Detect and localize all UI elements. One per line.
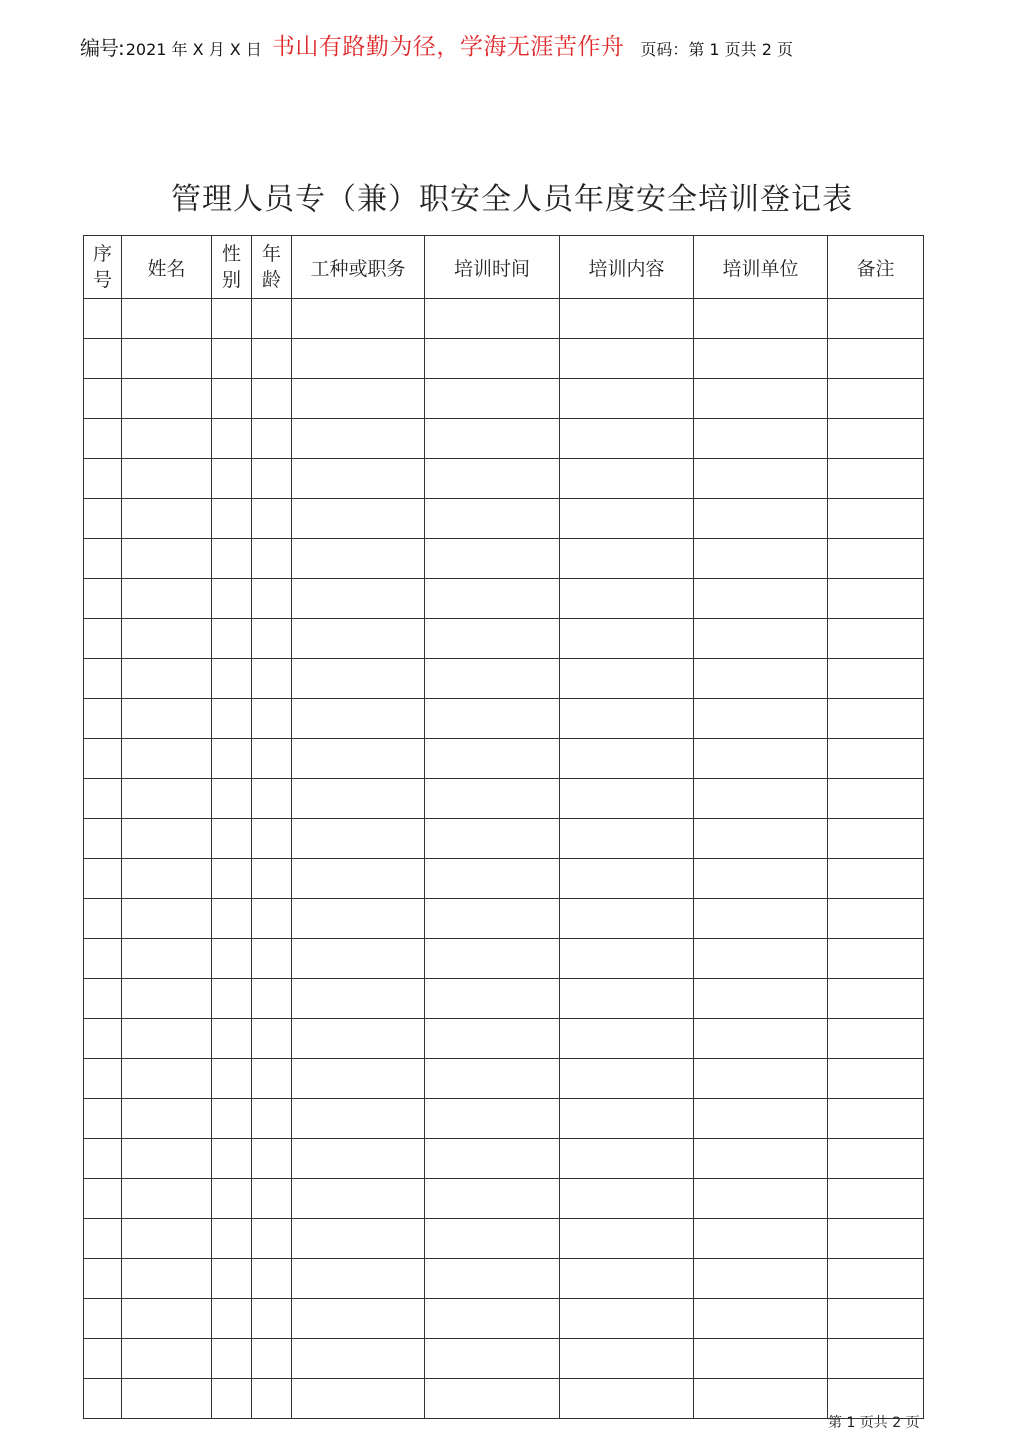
table-cell [425,739,560,779]
table-cell [84,539,122,579]
table-row [84,1099,924,1139]
table-cell [292,1219,425,1259]
table-cell [828,1019,924,1059]
table-cell [828,1099,924,1139]
table-row [84,1259,924,1299]
table-cell [828,859,924,899]
table-cell [694,619,828,659]
table-cell [212,819,252,859]
table-cell [122,1259,212,1299]
table-cell [84,1219,122,1259]
table-cell [292,1179,425,1219]
col-header-age: 年 龄 [252,236,292,299]
table-cell [122,1299,212,1339]
table-cell [292,739,425,779]
table-cell [694,1339,828,1379]
header-page-info: 页码：第 1 页共 2 页 [640,40,794,59]
table-cell [122,1219,212,1259]
table-cell [560,739,694,779]
table-cell [84,339,122,379]
table-cell [122,1139,212,1179]
header-date: 2021 年 X 月 X 日 [125,40,262,59]
table-cell [212,1179,252,1219]
col-header-job: 工种或职务 [292,236,425,299]
table-cell [560,619,694,659]
table-cell [212,859,252,899]
table-row [84,659,924,699]
table-cell [252,1379,292,1419]
table-cell [828,499,924,539]
table-cell [212,779,252,819]
table-cell [425,379,560,419]
table-cell [84,499,122,539]
table-cell [122,499,212,539]
table-cell [122,979,212,1019]
table-cell [560,1339,694,1379]
table-cell [252,1019,292,1059]
table-cell [560,779,694,819]
table-cell [212,419,252,459]
table-cell [252,1259,292,1299]
table-cell [212,299,252,339]
table-cell [252,339,292,379]
table-cell [292,619,425,659]
table-cell [122,619,212,659]
table-cell [252,979,292,1019]
table-cell [122,1019,212,1059]
table-cell [425,1179,560,1219]
table-cell [84,979,122,1019]
table-cell [212,459,252,499]
table-cell [694,979,828,1019]
table-cell [84,1059,122,1099]
table-cell [425,659,560,699]
table-cell [560,539,694,579]
table-cell [694,1019,828,1059]
table-cell [292,1299,425,1339]
table-cell [828,1339,924,1379]
table-cell [84,899,122,939]
table-cell [122,379,212,419]
table-row [84,939,924,979]
table-cell [212,1379,252,1419]
table-row [84,299,924,339]
footer-page-info: 第 1 页共 2 页 [828,1415,920,1431]
serial-number-label: 编号: [80,36,124,60]
col-header-training-content: 培训内容 [560,236,694,299]
table-cell [212,939,252,979]
table-row [84,1019,924,1059]
table-cell [122,1339,212,1379]
table-cell [292,1139,425,1179]
table-cell [292,659,425,699]
table-cell [694,659,828,699]
table-cell [292,939,425,979]
table-cell [122,739,212,779]
table-cell [828,339,924,379]
table-cell [252,1219,292,1259]
table-cell [212,1099,252,1139]
table-cell [84,1299,122,1339]
table-cell [560,1019,694,1059]
table-cell [694,1219,828,1259]
table-row [84,1059,924,1099]
table-cell [560,899,694,939]
table-cell [828,899,924,939]
table-cell [212,1139,252,1179]
table-cell [694,1299,828,1339]
table-cell [292,1379,425,1419]
table-cell [694,419,828,459]
col-header-name: 姓名 [122,236,212,299]
table-cell [694,539,828,579]
table-cell [425,619,560,659]
table-cell [292,299,425,339]
table-row [84,699,924,739]
page-title: 管理人员专（兼）职安全人员年度安全培训登记表 [171,182,853,217]
table-row [84,619,924,659]
table-cell [694,939,828,979]
table-cell [828,1219,924,1259]
table-cell [292,499,425,539]
table-cell [122,1179,212,1219]
table-cell [84,1099,122,1139]
table-cell [828,619,924,659]
table-cell [828,1299,924,1339]
table-cell [252,1099,292,1139]
table-cell [212,1019,252,1059]
table-cell [560,1179,694,1219]
table-cell [212,619,252,659]
table-cell [560,659,694,699]
table-cell [292,1019,425,1059]
table-cell [694,739,828,779]
table-cell [122,779,212,819]
table-row [84,499,924,539]
table-cell [84,1339,122,1379]
table-cell [252,539,292,579]
table-row [84,1139,924,1179]
table-cell [212,899,252,939]
table-cell [828,459,924,499]
table-cell [252,459,292,499]
table-cell [694,459,828,499]
col-header-serial: 序 号 [84,236,122,299]
table-cell [694,1259,828,1299]
table-row [84,1299,924,1339]
table-cell [425,1379,560,1419]
table-cell [292,339,425,379]
table-cell [560,579,694,619]
table-cell [292,579,425,619]
table-cell [828,579,924,619]
table-cell [425,1139,560,1179]
table-row [84,1219,924,1259]
table-cell [212,499,252,539]
table-cell [560,339,694,379]
table-cell [252,299,292,339]
table-cell [84,1259,122,1299]
table-cell [212,699,252,739]
table-header-row [84,236,924,299]
table-cell [560,499,694,539]
table-cell [122,659,212,699]
table-cell [694,339,828,379]
table-cell [425,1339,560,1379]
table-cell [122,579,212,619]
table-cell [212,379,252,419]
table-cell [212,339,252,379]
table-cell [425,1259,560,1299]
table-cell [212,1299,252,1339]
table-cell [828,739,924,779]
table-cell [212,1259,252,1299]
table-body [84,299,924,1419]
table-cell [828,819,924,859]
table-cell [292,1059,425,1099]
table-cell [122,539,212,579]
table-cell [425,1219,560,1259]
table-cell [292,819,425,859]
table-cell [560,1139,694,1179]
table-row [84,979,924,1019]
table-cell [828,299,924,339]
table-cell [122,459,212,499]
table-cell [560,379,694,419]
table-cell [212,1219,252,1259]
table-cell [212,739,252,779]
table-cell [84,379,122,419]
table-cell [84,779,122,819]
table-cell [252,1059,292,1099]
table-cell [212,579,252,619]
table-cell [425,1019,560,1059]
table-cell [252,1179,292,1219]
table-cell [560,1059,694,1099]
table-cell [560,979,694,1019]
table-cell [122,1379,212,1419]
table-cell [425,579,560,619]
table-cell [560,859,694,899]
table-cell [560,1099,694,1139]
table-cell [84,579,122,619]
table-cell [212,659,252,699]
col-header-training-time: 培训时间 [425,236,560,299]
table-cell [425,1059,560,1099]
table-cell [292,699,425,739]
table-cell [212,539,252,579]
table-row [84,819,924,859]
table-cell [425,1099,560,1139]
table-cell [694,499,828,539]
table-cell [425,419,560,459]
table-cell [84,1379,122,1419]
table-cell [84,459,122,499]
table-row [84,1339,924,1379]
table-cell [560,1259,694,1299]
table-cell [84,859,122,899]
table-cell [292,1339,425,1379]
table-cell [252,659,292,699]
table-cell [122,299,212,339]
table-cell [694,699,828,739]
table-cell [694,899,828,939]
table-row [84,899,924,939]
table-cell [292,539,425,579]
table-cell [84,1019,122,1059]
table-row [84,779,924,819]
table-cell [828,1139,924,1179]
table-cell [560,699,694,739]
table-cell [252,1299,292,1339]
table-cell [425,859,560,899]
table-cell [252,699,292,739]
training-register-table [83,235,924,1419]
table-row [84,579,924,619]
table-cell [560,1379,694,1419]
table-cell [122,939,212,979]
col-header-training-unit: 培训单位 [694,236,828,299]
table-cell [252,579,292,619]
table-cell [694,819,828,859]
table-cell [694,579,828,619]
table-cell [252,1139,292,1179]
page-header [80,28,793,61]
table-cell [252,1339,292,1379]
table-cell [828,539,924,579]
table-cell [425,939,560,979]
table-cell [560,1299,694,1339]
table-cell [560,939,694,979]
table-cell [560,419,694,459]
table-row [84,339,924,379]
table-cell [560,1219,694,1259]
table-cell [694,1179,828,1219]
table-cell [828,659,924,699]
table-cell [694,1139,828,1179]
table-cell [252,859,292,899]
header-motto: 书山有路勤为径，学海无涯苦作舟 [271,34,625,60]
col-header-gender: 性 别 [212,236,252,299]
table-cell [122,859,212,899]
table-cell [252,499,292,539]
table-cell [252,819,292,859]
table-row [84,539,924,579]
table-cell [694,1099,828,1139]
table-cell [828,419,924,459]
table-cell [694,859,828,899]
table-cell [694,379,828,419]
table-cell [292,379,425,419]
table-cell [252,619,292,659]
table-row [84,739,924,779]
table-cell [425,339,560,379]
table-cell [252,779,292,819]
table-cell [122,419,212,459]
table-cell [84,939,122,979]
table-cell [425,299,560,339]
table-cell [828,1059,924,1099]
table-cell [694,1059,828,1099]
table-cell [84,299,122,339]
table-cell [212,1059,252,1099]
table-cell [84,1179,122,1219]
table-cell [292,779,425,819]
table-cell [292,1099,425,1139]
table-cell [425,779,560,819]
table-cell [828,699,924,739]
table-cell [122,339,212,379]
table-cell [84,819,122,859]
table-cell [122,819,212,859]
table-cell [252,379,292,419]
table-cell [425,699,560,739]
table-cell [425,899,560,939]
table-cell [828,979,924,1019]
table-cell [425,979,560,1019]
table-cell [694,1379,828,1419]
table-cell [828,779,924,819]
table-row [84,419,924,459]
table-cell [694,299,828,339]
table-cell [252,899,292,939]
table-cell [560,459,694,499]
table-cell [84,419,122,459]
table-cell [560,299,694,339]
table-cell [828,1259,924,1299]
table-cell [292,459,425,499]
table-cell [252,419,292,459]
table-cell [828,939,924,979]
table-cell [292,899,425,939]
table-cell [122,1099,212,1139]
col-header-remarks: 备注 [828,236,924,299]
table-cell [84,739,122,779]
table-cell [694,779,828,819]
table-cell [828,379,924,419]
table-cell [292,979,425,1019]
table-cell [212,979,252,1019]
table-cell [425,819,560,859]
table-cell [560,819,694,859]
table-cell [252,739,292,779]
table-cell [84,699,122,739]
table-cell [425,1299,560,1339]
table-cell [212,1339,252,1379]
table-cell [122,1059,212,1099]
table-cell [828,1179,924,1219]
table-row [84,1179,924,1219]
table-cell [292,1259,425,1299]
table-cell [84,1139,122,1179]
table-cell [84,659,122,699]
table-cell [425,539,560,579]
table-row [84,379,924,419]
table-row [84,859,924,899]
table-row [84,1379,924,1419]
table-cell [292,419,425,459]
table-cell [425,499,560,539]
table-row [84,459,924,499]
table-cell [122,699,212,739]
table-cell [425,459,560,499]
table-cell [252,939,292,979]
table-cell [292,859,425,899]
table-cell [84,619,122,659]
table-cell [122,899,212,939]
